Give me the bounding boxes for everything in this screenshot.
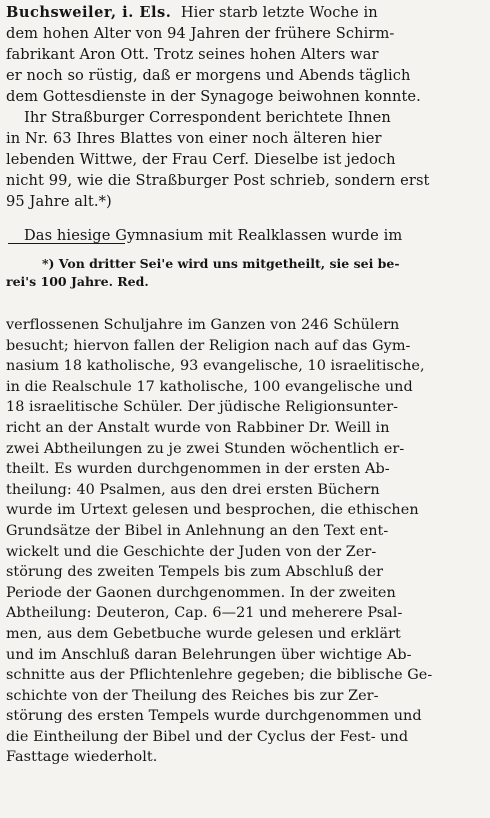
continuation-line: theilung: 40 Psalmen, aus den drei ersten Büchern	[6, 481, 380, 498]
paragraph2-line: lebenden Wittwe, der Frau Cerf. Dieselbe ist jedoch	[6, 151, 396, 168]
paragraph1-line: dem hohen Alter von 94 Jahren der frühere Schirm-	[6, 25, 395, 42]
paragraph2-line: in Nr. 63 Ihres Blattes von einer noch älteren hier	[6, 130, 382, 147]
article-upper-block	[6, 2, 480, 212]
continuation-line: Periode der Gaonen durchgenommen. In der zweiten	[6, 584, 396, 601]
continuation-line: Abtheilung: Deuteron, Cap. 6—21 und meherere Psal-	[6, 605, 403, 622]
continuation-line: und im Anschluß daran Belehrungen über wichtige Ab-	[6, 646, 412, 663]
continuation-line: störung des zweiten Tempels bis zum Abschluß der	[6, 564, 384, 581]
article-first-line	[6, 2, 480, 23]
paragraph2-line: 95 Jahre alt.*)	[6, 193, 112, 210]
paragraph1-line: fabrikant Aron Ott. Trotz seines hohen Alters war	[6, 46, 379, 63]
continuation-line: wickelt und die Geschichte der Juden von der Zer-	[6, 543, 377, 560]
continuation-line: in die Realschule 17 katholische, 100 evangelische und	[6, 378, 413, 395]
paragraph2-line: Ihr Straßburger Correspondent berichtete Ihnen	[24, 109, 391, 126]
continuation-line: Grundsätze der Bibel in Anlehnung an den Text ent-	[6, 522, 389, 539]
continuation-line: 18 israelitische Schüler. Der jüdische Religionsunter-	[6, 399, 399, 416]
paragraph1-line: dem Gottesdienste in der Synagoge beiwohnen konnte.	[6, 88, 421, 105]
dateline: Buchsweiler, i. Els.	[6, 4, 172, 21]
continuation-line: richt an der Anstalt wurde von Rabbiner Dr. Weill in	[6, 419, 390, 436]
paragraph2-line: nicht 99, wie die Straßburger Post schrieb, sondern erst	[6, 172, 430, 189]
continuation-line: störung des ersten Tempels wurde durchgenommen und	[6, 708, 422, 725]
continuation-line: wurde im Urtext gelesen und besprochen, die ethischen	[6, 502, 419, 519]
footnote	[6, 255, 480, 291]
continuation-line: men, aus dem Gebetbuche wurde gelesen und erklärt	[6, 625, 401, 642]
continuation-line: nasium 18 katholische, 93 evangelische, 10 israelitische,	[6, 358, 425, 375]
paragraph3-line: Das hiesige Gymnasium mit Realklassen wurde im	[24, 227, 403, 244]
paragraph1-line: Hier starb letzte Woche in	[180, 4, 378, 21]
article-continuation	[6, 315, 480, 768]
footnote-line: *) Von dritter Sei'e wird uns mitgetheilt, sie sei be-	[42, 256, 400, 271]
continuation-line: zwei Abtheilungen zu je zwei Stunden wöchentlich er-	[6, 440, 405, 457]
continuation-line: schnitte aus der Pflichtenlehre gegeben; die biblische Ge-	[6, 667, 433, 684]
continuation-line: besucht; hiervon fallen der Religion nach auf das Gym-	[6, 337, 411, 354]
continuation-line: Fasttage wiederholt.	[6, 749, 158, 766]
continuation-line: die Eintheilung der Bibel und der Cyclus der Fest- und	[6, 728, 409, 745]
continuation-line: theilt. Es wurden durchgenommen in der ersten Ab-	[6, 461, 390, 478]
continuation-line: verflossenen Schuljahre im Ganzen von 246 Schülern	[6, 317, 400, 333]
footnote-rule	[8, 243, 125, 244]
paragraph1-line: er noch so rüstig, daß er morgens und Abends täglich	[6, 67, 411, 84]
continuation-line: schichte von der Theilung des Reiches bis zur Zer-	[6, 687, 379, 704]
footnote-line: rei's 100 Jahre. Red.	[6, 274, 149, 289]
